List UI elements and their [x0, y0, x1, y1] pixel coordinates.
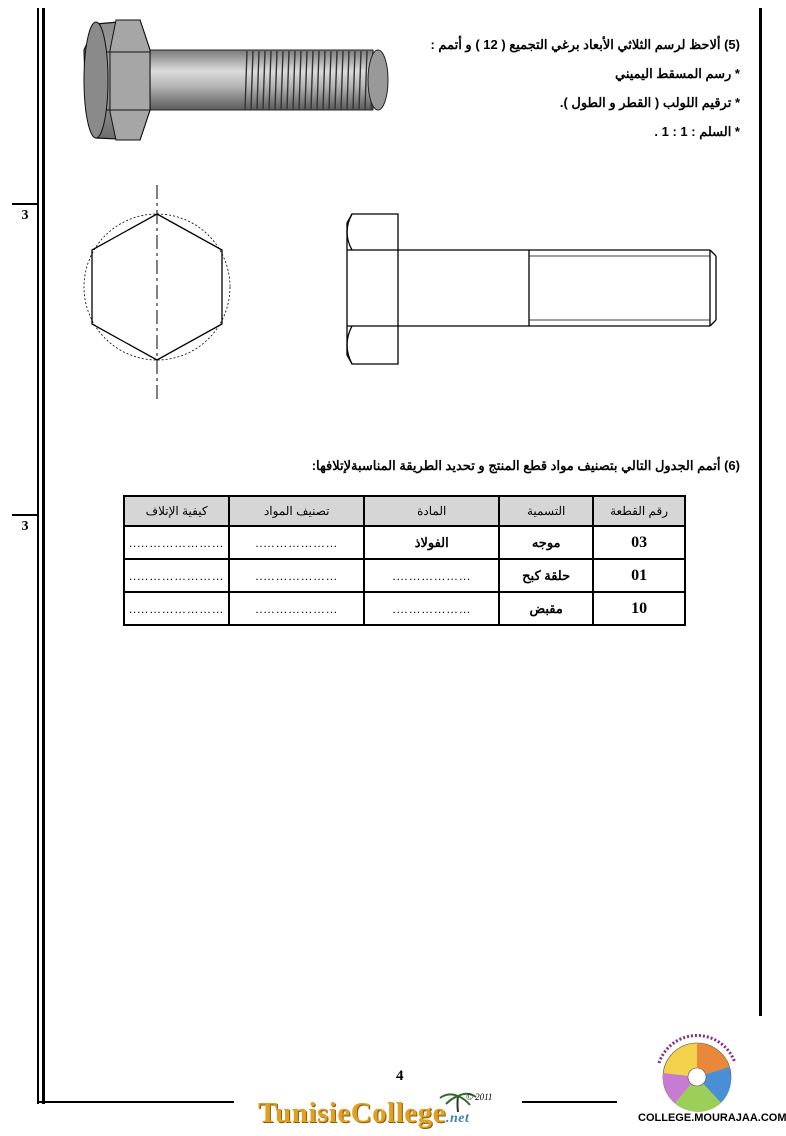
cell-classification[interactable]: ……………….. [229, 592, 364, 625]
header-disposal: كيفية الإتلاف [124, 496, 229, 526]
question-6-heading: (6) أتمم الجدول التالي بتصنيف مواد قطع المنتج و تحديد الطريقة المناسبةلإتلافها: [311, 458, 740, 473]
cell-name: حلقة كبح [499, 559, 593, 592]
brand-logo-text: TunisieCollege.net [258, 1097, 470, 1129]
cell-disposal[interactable]: ………………….. [124, 526, 229, 559]
site-url: COLLEGE.MOURAJAA.COM [638, 1112, 786, 1124]
header-part-number: رقم القطعة [593, 496, 685, 526]
page-number: 4 [396, 1068, 404, 1084]
question-5-heading: (5) ألاحظ لرسم الثلاثي الأبعاد برغي التجميع ( 12 ) و أتمم : [430, 37, 740, 52]
cell-part-number: 01 [593, 559, 685, 592]
cell-part-number: 10 [593, 592, 685, 625]
bolt-3d-image [84, 20, 388, 140]
header-material: المادة [364, 496, 499, 526]
cell-material: الفولاذ [364, 526, 499, 559]
cell-classification[interactable]: ……………….. [229, 559, 364, 592]
header-classification: تصنيف المواد [229, 496, 364, 526]
bolt-side-view [347, 214, 716, 364]
cell-disposal[interactable]: ………………….. [124, 559, 229, 592]
cell-material[interactable]: ………………. [364, 592, 499, 625]
cell-part-number: 03 [593, 526, 685, 559]
cell-material[interactable]: ………………. [364, 559, 499, 592]
cell-disposal[interactable]: ………………….. [124, 592, 229, 625]
table-row [124, 592, 685, 625]
table-header-row [124, 496, 685, 526]
question-5-item: * السلم : 1 : 1 . [654, 124, 740, 139]
materials-table [123, 495, 686, 626]
table-row [124, 526, 685, 559]
cell-name: موجه [499, 526, 593, 559]
cell-name: مقبض [499, 592, 593, 625]
copyright-text: © 2011 [466, 1092, 493, 1102]
question-5-item: * رسم المسقط اليميني [614, 66, 740, 81]
hex-end-view [84, 185, 230, 400]
site-logo-icon [651, 1033, 743, 1113]
question-5-item: * ترقيم اللولب ( القطر و الطول ). [559, 95, 740, 110]
header-name: التسمية [499, 496, 593, 526]
table-row [124, 559, 685, 592]
cell-classification[interactable]: ……………….. [229, 526, 364, 559]
score-q6: 3 [12, 514, 38, 535]
score-q5: 3 [12, 203, 38, 224]
